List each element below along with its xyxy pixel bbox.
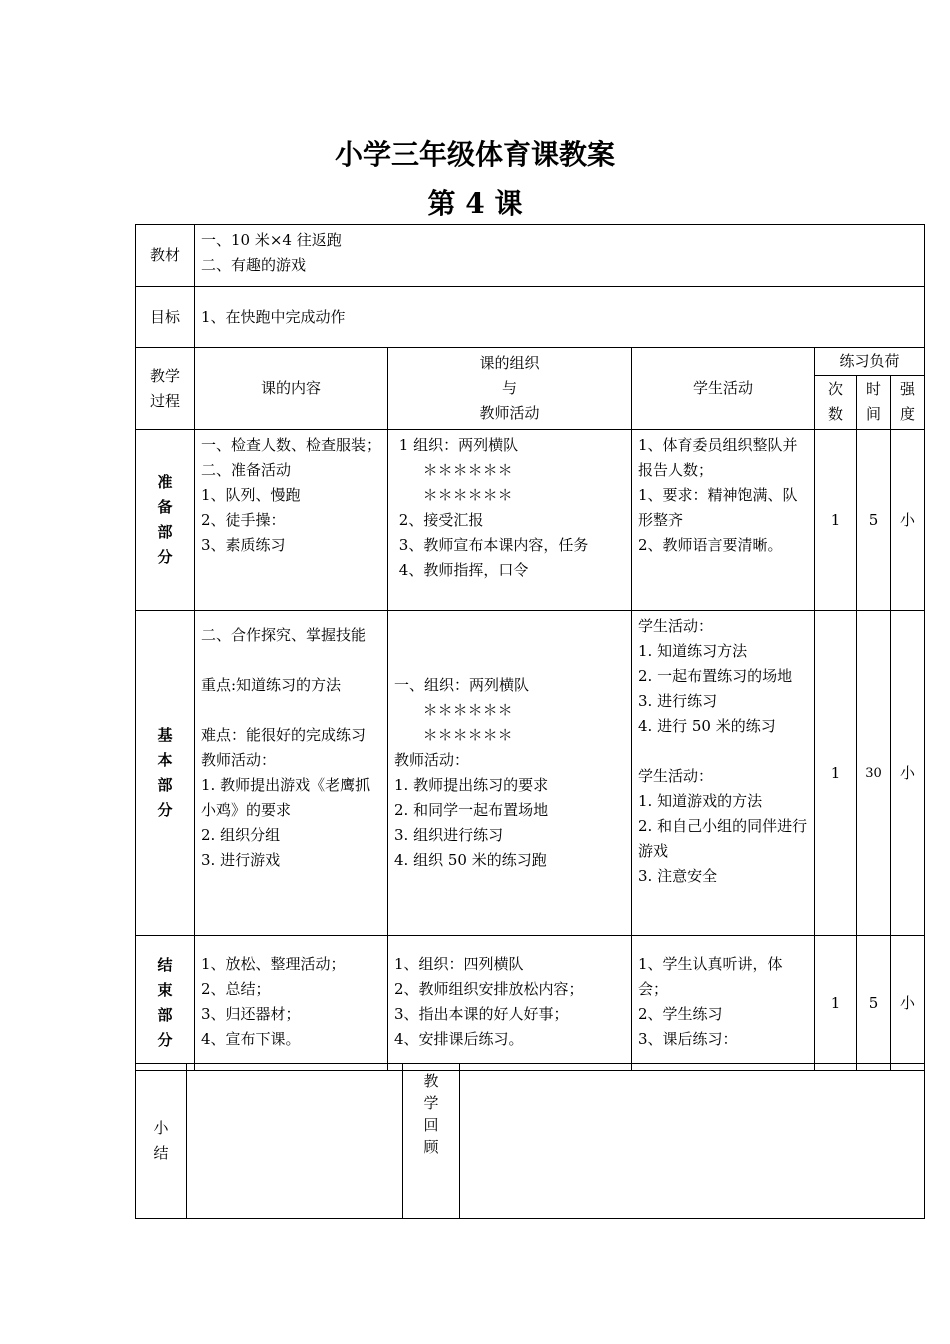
students-line: 2. 和自己小组的同伴进行游戏 xyxy=(638,817,808,860)
students-header: 学生活动 xyxy=(632,348,815,430)
content-line: 二、准备活动 xyxy=(201,461,292,479)
content-line: 1、放松、整理活动； xyxy=(201,955,346,973)
section-name xyxy=(136,430,195,611)
materials-content xyxy=(195,225,925,287)
organization-line: 2、教师组织安排放松内容； xyxy=(394,980,584,998)
students-line: 3. 注意安全 xyxy=(638,867,718,885)
organization-header-line: 课的组织 xyxy=(479,354,540,372)
times-header-text: 次数 xyxy=(827,380,843,424)
materials-row xyxy=(136,225,925,287)
organization-line: 1. 教师提出练习的要求 xyxy=(394,776,549,794)
section-content xyxy=(195,936,388,1071)
duration-header-text: 时间 xyxy=(865,380,881,424)
summary-field[interactable] xyxy=(187,1064,403,1219)
students-line: 1、学生认真听讲，体会； xyxy=(638,955,783,998)
intensity-header-text: 强度 xyxy=(899,380,915,424)
students-line: 1. 知道练习方法 xyxy=(638,642,748,660)
lesson-number: 第 4 课 xyxy=(427,187,523,220)
organization-line: 4、教师指挥，口令 xyxy=(394,561,529,579)
content-line: 2、徒手操： xyxy=(201,511,286,529)
students-line: 1. 知道游戏的方法 xyxy=(638,792,763,810)
organization-line: 2、接受汇报 xyxy=(394,511,484,529)
section-content xyxy=(195,611,388,936)
organization-line: ＊＊＊＊＊＊ xyxy=(394,726,513,744)
students-line: 学生活动： xyxy=(638,767,714,785)
organization-line: 2. 和同学一起布置场地 xyxy=(394,801,549,819)
organization-line: ＊＊＊＊＊＊ xyxy=(394,486,513,504)
times-value: 1 xyxy=(815,611,857,936)
lesson-plan-table xyxy=(135,224,925,1071)
process-header-text: 教学过程 xyxy=(149,366,180,410)
section-name xyxy=(136,936,195,1071)
duration-value: 30 xyxy=(857,611,891,936)
students-line xyxy=(638,739,808,764)
section-name xyxy=(136,611,195,936)
organization-line: 1、组织：四列横队 xyxy=(394,955,524,973)
content-line: 2、总结； xyxy=(201,980,271,998)
organization-line: 3. 组织进行练习 xyxy=(394,826,504,844)
organization-header xyxy=(388,348,632,430)
organization-line: 3、指出本课的好人好事； xyxy=(394,1005,569,1023)
header-row xyxy=(136,348,925,376)
section-content xyxy=(195,430,388,611)
section-organization xyxy=(388,611,632,936)
review-label-text: 教学回顾 xyxy=(423,1072,439,1156)
content-line: 3. 进行游戏 xyxy=(201,851,281,869)
process-header xyxy=(136,348,195,430)
materials-item: 二、有趣的游戏 xyxy=(201,256,307,274)
organization-line: 教师活动： xyxy=(394,751,470,769)
content-line: 4、宣布下课。 xyxy=(201,1030,301,1048)
section-students xyxy=(632,936,815,1071)
section-name-text: 结束部分 xyxy=(157,956,173,1049)
objective-label: 目标 xyxy=(136,287,195,348)
summary-label xyxy=(136,1064,187,1219)
intensity-value: 小 xyxy=(891,430,925,611)
content-line: 1. 教师提出游戏《老鹰抓小鸡》的要求 xyxy=(201,776,371,819)
section-row-end xyxy=(136,936,925,1071)
materials-item: 一、10 米×4 往返跑 xyxy=(201,231,342,249)
intensity-header xyxy=(891,375,925,429)
content-header: 课的内容 xyxy=(195,348,388,430)
duration-value: 5 xyxy=(857,936,891,1071)
reflection-table xyxy=(135,1063,925,1219)
organization-line: 1 组织：两列横队 xyxy=(394,436,519,454)
organization-line: ＊＊＊＊＊＊ xyxy=(394,461,513,479)
content-line: 3、归还器材； xyxy=(201,1005,301,1023)
load-header: 练习负荷 xyxy=(815,348,925,376)
content-line: 2. 组织分组 xyxy=(201,826,281,844)
section-organization xyxy=(388,936,632,1071)
section-students xyxy=(632,430,815,611)
objective-row xyxy=(136,287,925,348)
objective-text: 1、在快跑中完成动作 xyxy=(195,287,925,348)
content-line: 1、队列、慢跑 xyxy=(201,486,301,504)
students-line: 1、体育委员组织整队并报告人数； xyxy=(638,436,798,479)
page-title: 小学三年级体育课教案 xyxy=(334,138,615,171)
students-line: 3. 进行练习 xyxy=(638,692,718,710)
materials-label: 教材 xyxy=(136,225,195,287)
students-line: 2、学生练习 xyxy=(638,1005,723,1023)
organization-line: 3、教师宣布本课内容，任务 xyxy=(394,536,589,554)
times-header xyxy=(815,375,857,429)
students-line: 2、教师语言要清晰。 xyxy=(638,536,783,554)
intensity-value: 小 xyxy=(891,611,925,936)
section-row-main xyxy=(136,611,925,936)
intensity-value: 小 xyxy=(891,936,925,1071)
organization-line: ＊＊＊＊＊＊ xyxy=(394,701,513,719)
content-line: 难点：能很好的完成练习 xyxy=(201,726,367,744)
section-name-text: 准备部分 xyxy=(157,473,173,566)
students-line: 4. 进行 50 米的练习 xyxy=(638,717,776,735)
section-students xyxy=(632,611,815,936)
content-line xyxy=(201,698,381,723)
review-field[interactable] xyxy=(460,1064,925,1219)
review-label xyxy=(403,1064,460,1219)
duration-header xyxy=(857,375,891,429)
organization-line: 4、安排课后练习。 xyxy=(394,1030,524,1048)
section-organization xyxy=(388,430,632,611)
times-value: 1 xyxy=(815,936,857,1071)
organization-line: 4. 组织 50 米的练习跑 xyxy=(394,851,547,869)
times-value: 1 xyxy=(815,430,857,611)
students-line: 1、要求：精神饱满、队形整齐 xyxy=(638,486,798,529)
students-line: 学生活动： xyxy=(638,617,714,635)
organization-line: 一、组织：两列横队 xyxy=(394,676,530,694)
organization-header-line: 教师活动 xyxy=(479,404,540,422)
section-row-prep xyxy=(136,430,925,611)
students-line: 2. 一起布置练习的场地 xyxy=(638,667,793,685)
content-line: 一、检查人数、检查服装； xyxy=(201,436,382,454)
content-line: 3、素质练习 xyxy=(201,536,286,554)
content-line: 教师活动： xyxy=(201,751,277,769)
section-name-text: 基本部分 xyxy=(157,726,173,819)
content-line xyxy=(201,648,381,673)
content-line: 重点:知道练习的方法 xyxy=(201,676,342,694)
content-line: 二、合作探究、掌握技能 xyxy=(201,626,367,644)
organization-header-line: 与 xyxy=(501,379,517,397)
duration-value: 5 xyxy=(857,430,891,611)
students-line: 3、课后练习： xyxy=(638,1030,738,1048)
summary-label-text: 小结 xyxy=(153,1119,169,1162)
